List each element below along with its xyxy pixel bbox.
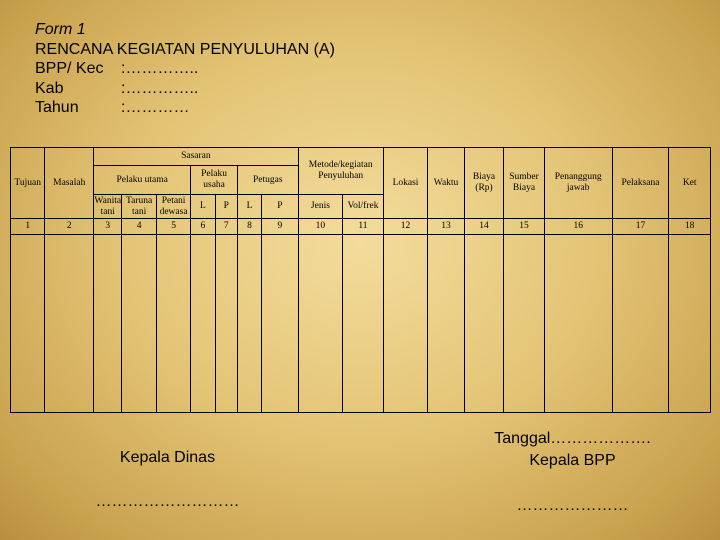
col-number: 8 (237, 219, 261, 235)
empty-cell (122, 235, 156, 413)
left-signature-line: ……………………… (95, 493, 240, 510)
activity-plan-table (10, 147, 711, 413)
empty-cell (383, 235, 428, 413)
col-number: 4 (122, 219, 156, 235)
col-header-jenis: Jenis (298, 195, 343, 219)
empty-cell (237, 235, 261, 413)
right-signature-date: Tanggal………………. (494, 430, 651, 447)
col-header-petugas-l: L (237, 195, 261, 219)
col-header-pelaku-usaha: Pelaku usaha (191, 166, 238, 195)
col-number: 3 (94, 219, 122, 235)
kab-value: :………….. (121, 79, 199, 97)
col-number: 15 (504, 219, 545, 235)
empty-cell (215, 235, 237, 413)
col-header-wanita-tani: Wanita tani (94, 195, 122, 217)
col-header-metode: Metode/kegiatan Penyuluhan (298, 148, 383, 195)
col-header-waktu: Waktu (428, 148, 464, 219)
col-number: 6 (191, 219, 215, 235)
col-header-pelaku-utama: Pelaku utama (94, 166, 191, 195)
col-header-sumber-biaya: Sumber Biaya (504, 148, 545, 219)
col-number: 17 (612, 219, 669, 235)
col-header-petugas: Petugas (237, 166, 298, 195)
col-header-masalah: Masalah (45, 148, 94, 219)
col-header-usaha-l: L (191, 195, 215, 219)
empty-cell (262, 235, 298, 413)
form-number: Form 1 (35, 21, 86, 38)
col-header-sasaran: Sasaran (94, 148, 299, 166)
empty-cell (11, 235, 45, 413)
col-number: 18 (669, 219, 711, 235)
tahun-value: :………… (121, 99, 190, 116)
empty-cell (343, 235, 384, 413)
empty-cell (464, 235, 504, 413)
column-number-row (11, 219, 711, 235)
col-header-volfrek: Vol/frek (343, 195, 384, 219)
col-header-pelaksana: Pelaksana (612, 148, 669, 219)
empty-cell (298, 235, 343, 413)
bpp-label: BPP/ Kec (35, 60, 104, 77)
col-number: 10 (298, 219, 343, 235)
tahun-label: Tahun (35, 99, 79, 116)
col-number: 1 (11, 219, 45, 235)
header-row-kab (35, 79, 335, 99)
col-number: 16 (544, 219, 612, 235)
col-number: 11 (343, 219, 384, 235)
empty-cell (428, 235, 464, 413)
right-signature-title: Kepala BPP (529, 452, 616, 469)
col-header-usaha-p: P (215, 195, 237, 219)
empty-cell (156, 235, 190, 413)
header-row-bpp (35, 59, 335, 79)
empty-cell (45, 235, 94, 413)
form-title: RENCANA KEGIATAN PENYULUHAN (A) (35, 40, 335, 58)
col-number: 5 (156, 219, 190, 235)
right-signature-line: ………………… (516, 497, 629, 514)
col-header-biaya: Biaya (Rp) (464, 148, 504, 219)
col-number: 12 (383, 219, 428, 235)
col-header-taruna-tani: Taruna tani (122, 195, 156, 219)
left-signature-title: Kepala Dinas (119, 449, 216, 466)
col-header-petugas-p: P (262, 195, 298, 219)
bpp-value: :………….. (121, 60, 199, 77)
empty-entry-row (11, 235, 711, 413)
col-header-penanggung-jawab: Penanggung jawab (544, 148, 612, 219)
empty-cell (191, 235, 215, 413)
col-number: 9 (262, 219, 298, 235)
empty-cell (669, 235, 711, 413)
col-number: 2 (45, 219, 94, 235)
col-number: 14 (464, 219, 504, 235)
empty-cell (94, 235, 122, 413)
form-header (35, 20, 335, 118)
col-number: 13 (428, 219, 464, 235)
col-number: 7 (215, 219, 237, 235)
empty-cell (544, 235, 612, 413)
col-header-ket: Ket (669, 148, 711, 219)
kab-label: Kab (35, 79, 64, 97)
col-header-lokasi: Lokasi (383, 148, 428, 219)
col-header-petani-dewasa: Petani dewasa (156, 195, 190, 219)
empty-cell (504, 235, 545, 413)
empty-cell (612, 235, 669, 413)
col-header-tujuan: Tujuan (11, 148, 45, 219)
header-row-tahun (35, 98, 335, 118)
